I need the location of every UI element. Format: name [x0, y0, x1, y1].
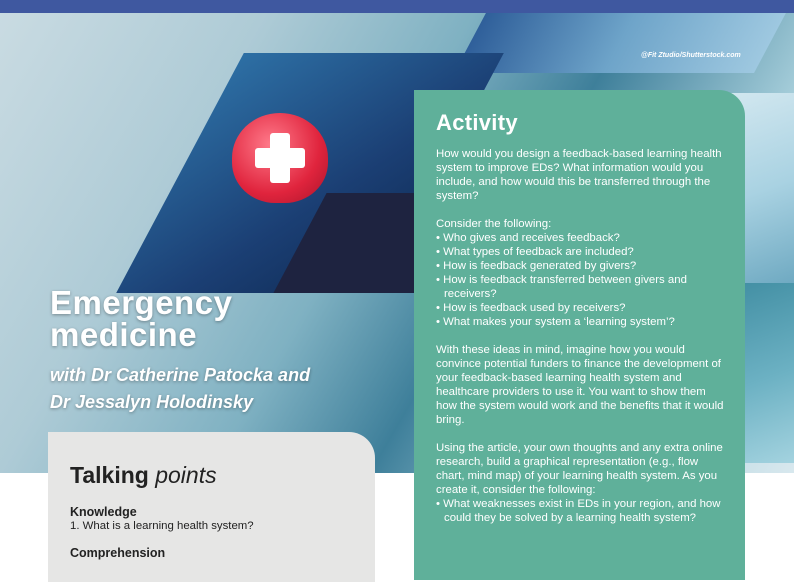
talking-points-heading [70, 462, 355, 489]
page-title [50, 284, 233, 353]
activity-paragraph: Using the article, your own thoughts and any extra online research, build a graphical representation (e.g., flow chart, mind map) of your learning health system. As you create it, consider the following: [436, 442, 723, 496]
heading-bold: Talking [70, 462, 149, 488]
title-line: medicine [50, 316, 198, 353]
list-item: • How is feedback used by receivers? [436, 302, 626, 314]
subtitle [50, 362, 310, 416]
consider-list [436, 231, 725, 329]
list-item: • What makes your system a ‘learning system’? [436, 316, 675, 328]
heart-cross-icon [232, 113, 328, 203]
activity-paragraph: With these ideas in mind, imagine how you would convince potential funders to finance the development of your feedback-based learning health system and healthcare providers to use it. You want to show them how the system would work and the benefits that it would bring. [436, 344, 724, 426]
question: 1. What is a learning health system? [70, 520, 254, 532]
list-item: • What types of feedback are included? [436, 246, 634, 258]
activity-box [414, 90, 745, 580]
talking-points-box [48, 432, 375, 582]
list-item: • How is feedback transferred between givers and receivers? [436, 274, 687, 300]
section-title: Knowledge [70, 505, 137, 519]
create-list [436, 497, 725, 525]
title-line: Emergency [50, 284, 233, 321]
list-item: • Who gives and receives feedback? [436, 232, 620, 244]
subtitle-line: with Dr Catherine Patocka and [50, 365, 311, 385]
consider-label: Consider the following: [436, 218, 552, 230]
photo-credit: @Fit Ztudio/Shutterstock.com [641, 52, 741, 59]
activity-heading: Activity [436, 110, 518, 135]
lab-photo [454, 13, 786, 73]
list-item: • What weaknesses exist in EDs in your region, and how could they be solved by a learning health system? [436, 498, 721, 524]
heading-light: points [155, 462, 217, 488]
list-item: • How is feedback generated by givers? [436, 260, 637, 272]
top-banner [0, 0, 794, 13]
activity-intro: How would you design a feedback-based learning health system to improve EDs? What information would you include, and how would this be transferred through the system? [436, 148, 722, 202]
subtitle-line: Dr Jessalyn Holodinsky [50, 392, 254, 412]
section-title: Comprehension [70, 546, 166, 560]
